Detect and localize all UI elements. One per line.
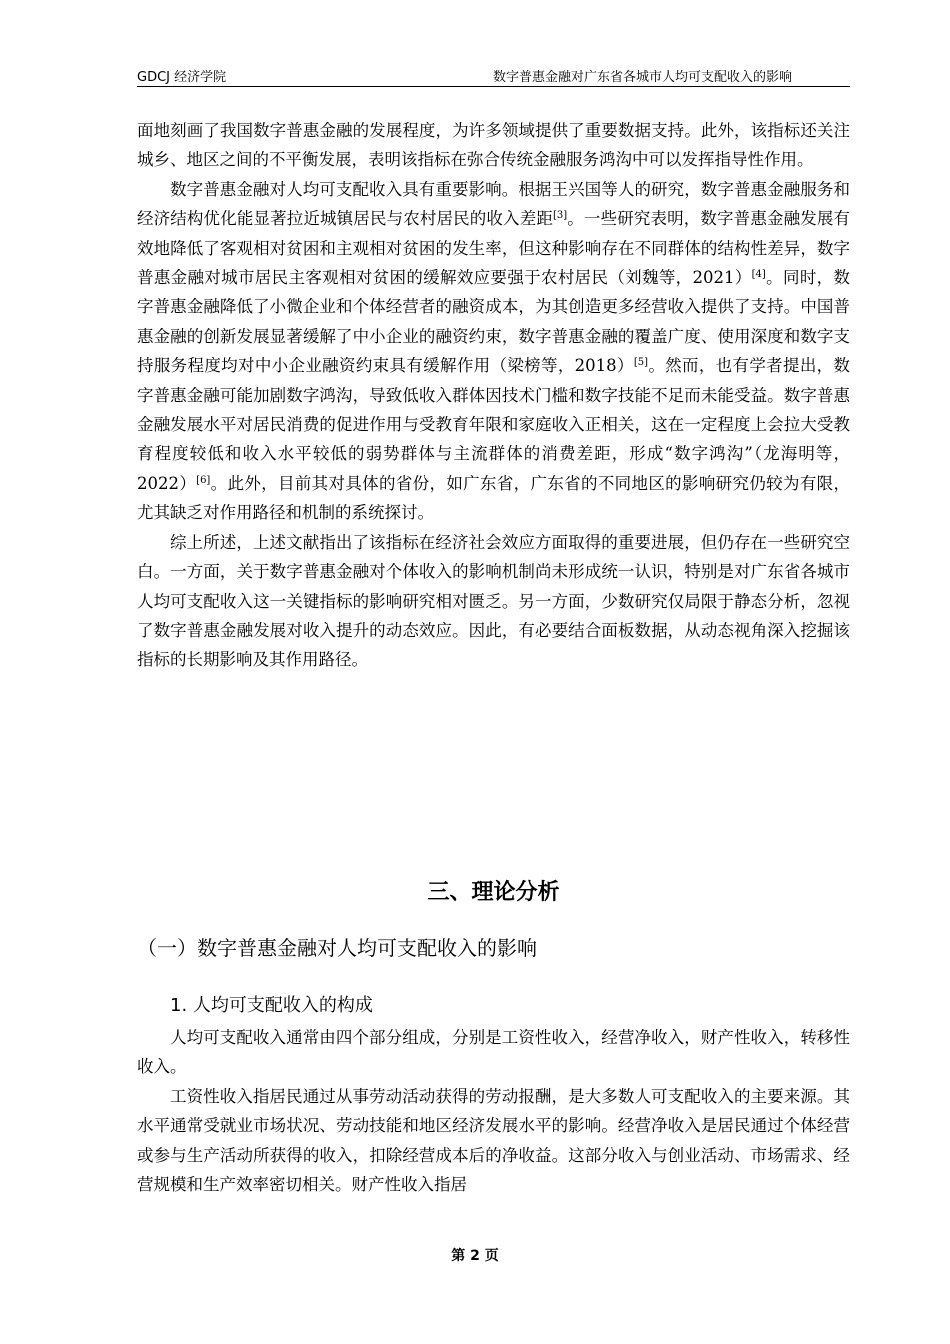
header-paper-title: 数字普惠金融对广东省各城市人均可支配收入的影响 — [492, 70, 792, 85]
paragraph: 人均可支配收入通常由四个部分组成，分别是工资性收入，经营净收入，财产性收入，转移性收入。 — [137, 1028, 850, 1077]
text-run: 数字普惠金融对人均可支配收入具有重要影响。根据王兴国等人的研究，数字普惠金融服务和经济结构优化能显著拉近城镇居民与农村居民的收入差距 — [137, 179, 850, 229]
header-institution: GDCJ 经济学院 — [137, 70, 227, 85]
text-run: 。此外，目前其对具体的省份，如广东省，广东省的不同地区的影响研究仍较为有限，尤其缺乏对作用路径和机制的系统探讨。 — [137, 473, 851, 523]
subsubsection-title: 1. 人均可支配收入的构成 — [170, 995, 373, 1016]
theory-body — [137, 1023, 850, 1199]
paragraph: 工资性收入指居民通过从事劳动活动获得的劳动报酬，是大多数人可支配收入的主要来源。其水平通常受就业市场状况、劳动技能和地区经济发展水平的影响。经营净收入是居民通过个体经营或参与生产活动所获得的收入，扣除经营成本后的净收益。这部分收入与创业活动、市场需求、经营规模和生产效率密切相关。财产性收入指居 — [137, 1086, 850, 1195]
paragraph — [137, 175, 850, 528]
text-run: 。一些研究表明，数字普惠金融发展有效地降低了客观相对贫困和主观相对贫困的发生率，但这种影响存在不同群体的结构性差异，数字普惠金融对城市居民主客观相对贫困的缓解效应要强于农村居民（刘魏等，2021） — [137, 209, 851, 288]
citation-ref: [4] — [751, 269, 766, 281]
paragraph — [137, 528, 850, 675]
running-header — [137, 66, 850, 87]
citation-ref: [6] — [196, 474, 211, 486]
text-run: 面地刻画了我国数字普惠金融的发展程度，为许多领域提供了重要数据支持。此外，该指标还关注城乡、地区之间的不平衡发展，表明该指标在弥合传统金融服务鸿沟中可以发挥指导性作用。 — [137, 121, 850, 170]
paragraph — [137, 116, 850, 175]
citation-ref: [5] — [633, 357, 648, 369]
literature-review-body — [137, 116, 850, 675]
section-title: 三、理论分析 — [427, 880, 560, 905]
text-run: 。然而，也有学者提出，数字普惠金融可能加剧数字鸿沟，导致低收入群体因技术门槛和数字技能不足而未能受益。数字普惠金融发展水平对居民消费的促进作用与受教育年限和家庭收入正相关，这在一定程度上会拉大受教育程度较低和收入水平较低的弱势群体与主流群体的消费差距，形成“数字鸿沟”（龙海明等，2022） — [137, 356, 850, 493]
text-run: 综上所述，上述文献指出了该指标在经济社会效应方面取得的重要进展，但仍存在一些研究空白。一方面，关于数字普惠金融对个体收入的影响机制尚未形成统一认识，特别是对广东省各城市人均可支配收入这一关键指标的影响研究相对匮乏。另一方面，少数研究仅局限于静态分析，忽视了数字普惠金融发展对收入提升的动态效应。因此，有必要结合面板数据，从动态视角深入挖掘该指标的长期影响及其作用路径。 — [137, 532, 850, 670]
text-run: 。同时，数字普惠金融降低了小微企业和个体经营者的融资成本，为其创造更多经营收入提供了支持。中国普惠金融的创新发展显著缓解了中小企业的融资约束，数字普惠金融的覆盖广度、使用深度和数字支持服务程度均对中小企业融资约束具有缓解作用（梁榜等，2018） — [137, 268, 850, 376]
citation-ref: [3] — [552, 210, 568, 222]
subsection-title: （一）数字普惠金融对人均可支配收入的影响 — [137, 936, 537, 960]
page-number: 第 2 页 — [451, 1248, 499, 1264]
